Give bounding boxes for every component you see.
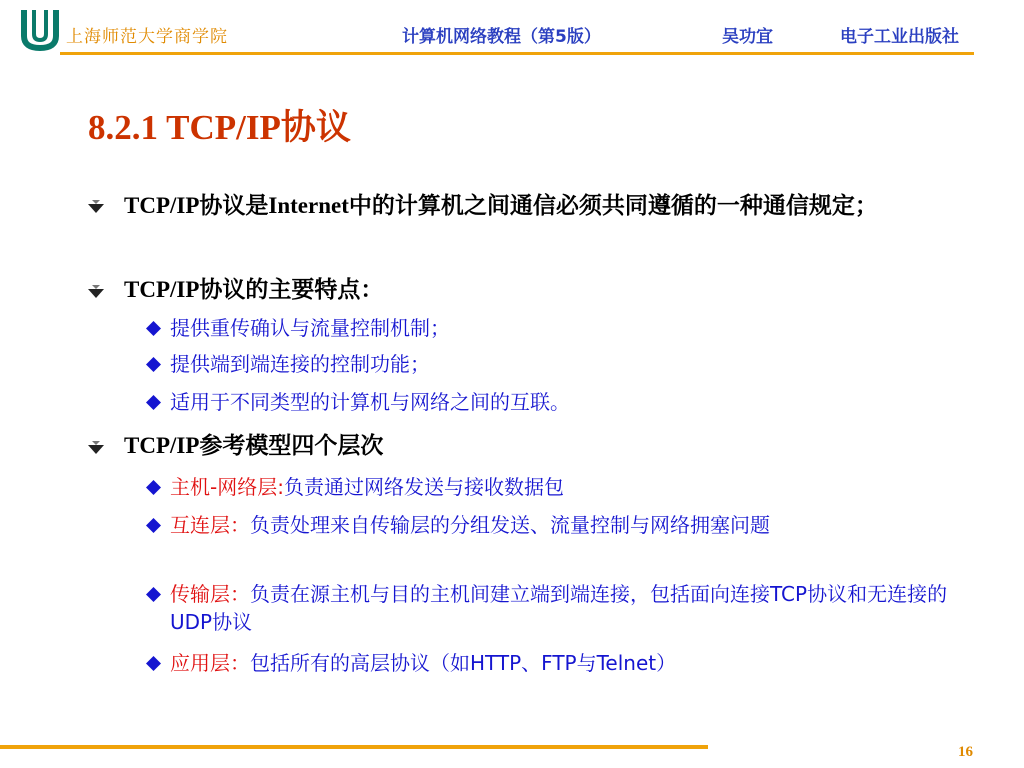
bullet-arrow-icon	[86, 281, 106, 301]
diamond-bullet-icon	[146, 518, 161, 533]
layer-term: 互连层：	[170, 513, 250, 537]
layer-desc: 负责在源主机与目的主机间建立端到端连接，包括面向连接TCP协议和无连接的UDP协议	[170, 582, 948, 634]
layer-item	[170, 580, 980, 636]
layer-desc: 负责处理来自传输层的分组发送、流量控制与网络拥塞问题	[250, 513, 770, 537]
bullet-tcpip-definition: TCP/IP协议是Internet中的计算机之间通信必须共同遵循的一种通信规定；	[124, 193, 878, 218]
diamond-bullet-icon	[146, 395, 161, 410]
diamond-bullet-icon	[146, 480, 161, 495]
publisher-name: 电子工业出版社	[840, 27, 959, 47]
layer-item	[170, 649, 980, 677]
feature-item: 提供重传确认与流量控制机制；	[170, 316, 450, 340]
bullet-reference-model: TCP/IP参考模型四个层次	[124, 433, 384, 458]
university-logo-icon	[18, 6, 62, 52]
layer-item	[170, 473, 980, 501]
bullet-arrow-icon	[86, 437, 106, 457]
author-name: 吴功宜	[722, 27, 773, 47]
school-name: 上海师范大学商学院	[66, 27, 228, 47]
bullet-tcpip-features: TCP/IP协议的主要特点：	[124, 277, 384, 302]
layer-term: 传输层：	[170, 582, 250, 606]
feature-item: 适用于不同类型的计算机与网络之间的互联。	[170, 390, 570, 414]
diamond-bullet-icon	[146, 656, 161, 671]
header-divider	[60, 52, 974, 55]
diamond-bullet-icon	[146, 587, 161, 602]
book-title: 计算机网络教程（第5版）	[402, 27, 601, 47]
diamond-bullet-icon	[146, 321, 161, 336]
layer-desc: 负责通过网络发送与接收数据包	[283, 475, 564, 499]
layer-term: 应用层：	[170, 651, 250, 675]
slide-title: 8.2.1 TCP/IP协议	[88, 108, 351, 147]
feature-item: 提供端到端连接的控制功能；	[170, 352, 430, 376]
footer-divider	[0, 745, 708, 749]
diamond-bullet-icon	[146, 357, 161, 372]
bullet-arrow-icon	[86, 196, 106, 216]
layer-term: 主机-网络层:	[170, 475, 284, 499]
page-number: 16	[958, 744, 973, 760]
layer-desc: 包括所有的高层协议（如HTTP、FTP与Telnet）	[250, 651, 677, 675]
layer-item	[170, 511, 980, 539]
